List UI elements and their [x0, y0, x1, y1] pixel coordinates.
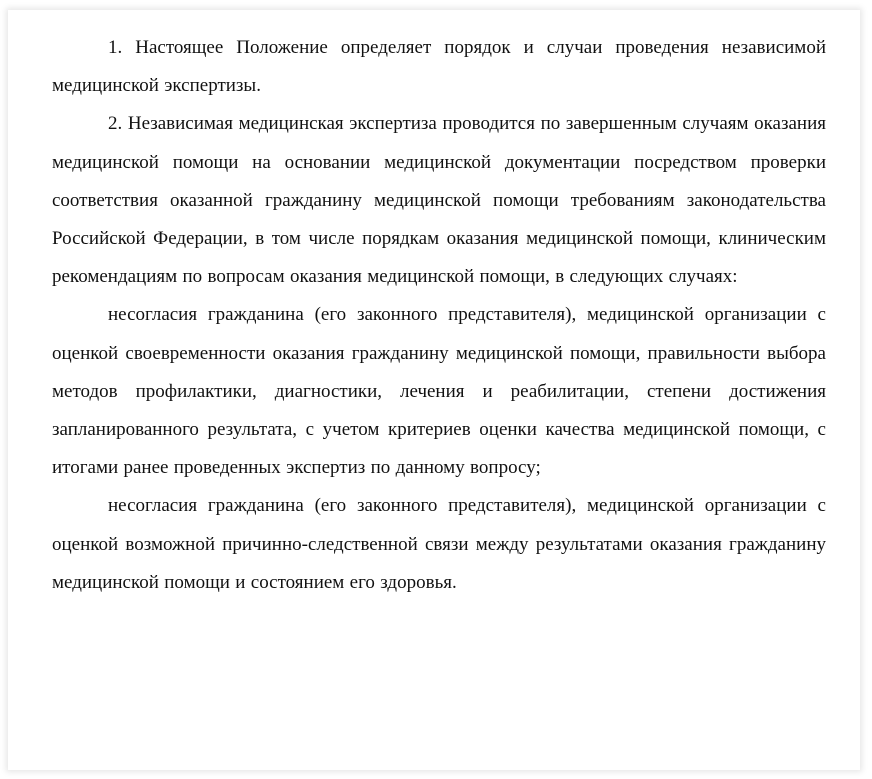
paragraph-2: 2. Независимая медицинская экспертиза проводится по завершенным случаям оказания медицинской помощи на основании медицинской документации посредством проверки соответствия оказанной гражданину медицинской помощи требованиям законодательства Российской Федерации, в том числе порядкам оказания медицинской помощи, клиническим рекомендациям по вопросам оказания медицинской помощи, в следующих случаях: [52, 113, 826, 288]
paragraph-4: несогласия гражданина (его законного представителя), медицинской организации с оценкой возможной причинно-следственной связи между результатами оказания гражданину медицинской помощи и состоянием его здоровья. [52, 495, 826, 593]
document-page [8, 10, 860, 770]
paragraph-1: 1. Настоящее Положение определяет порядок и случаи проведения независимой медицинской экспертизы. [52, 37, 826, 97]
document-text [52, 29, 826, 602]
paragraph-3: несогласия гражданина (его законного представителя), медицинской организации с оценкой своевременности оказания гражданину медицинской помощи, правильности выбора методов профилактики, диагностики, лечения и реабилитации, степени достижения запланированного результата, с учетом критериев оценки качества медицинской помощи, с итогами ранее проведенных экспертиз по данному вопросу; [52, 304, 826, 479]
